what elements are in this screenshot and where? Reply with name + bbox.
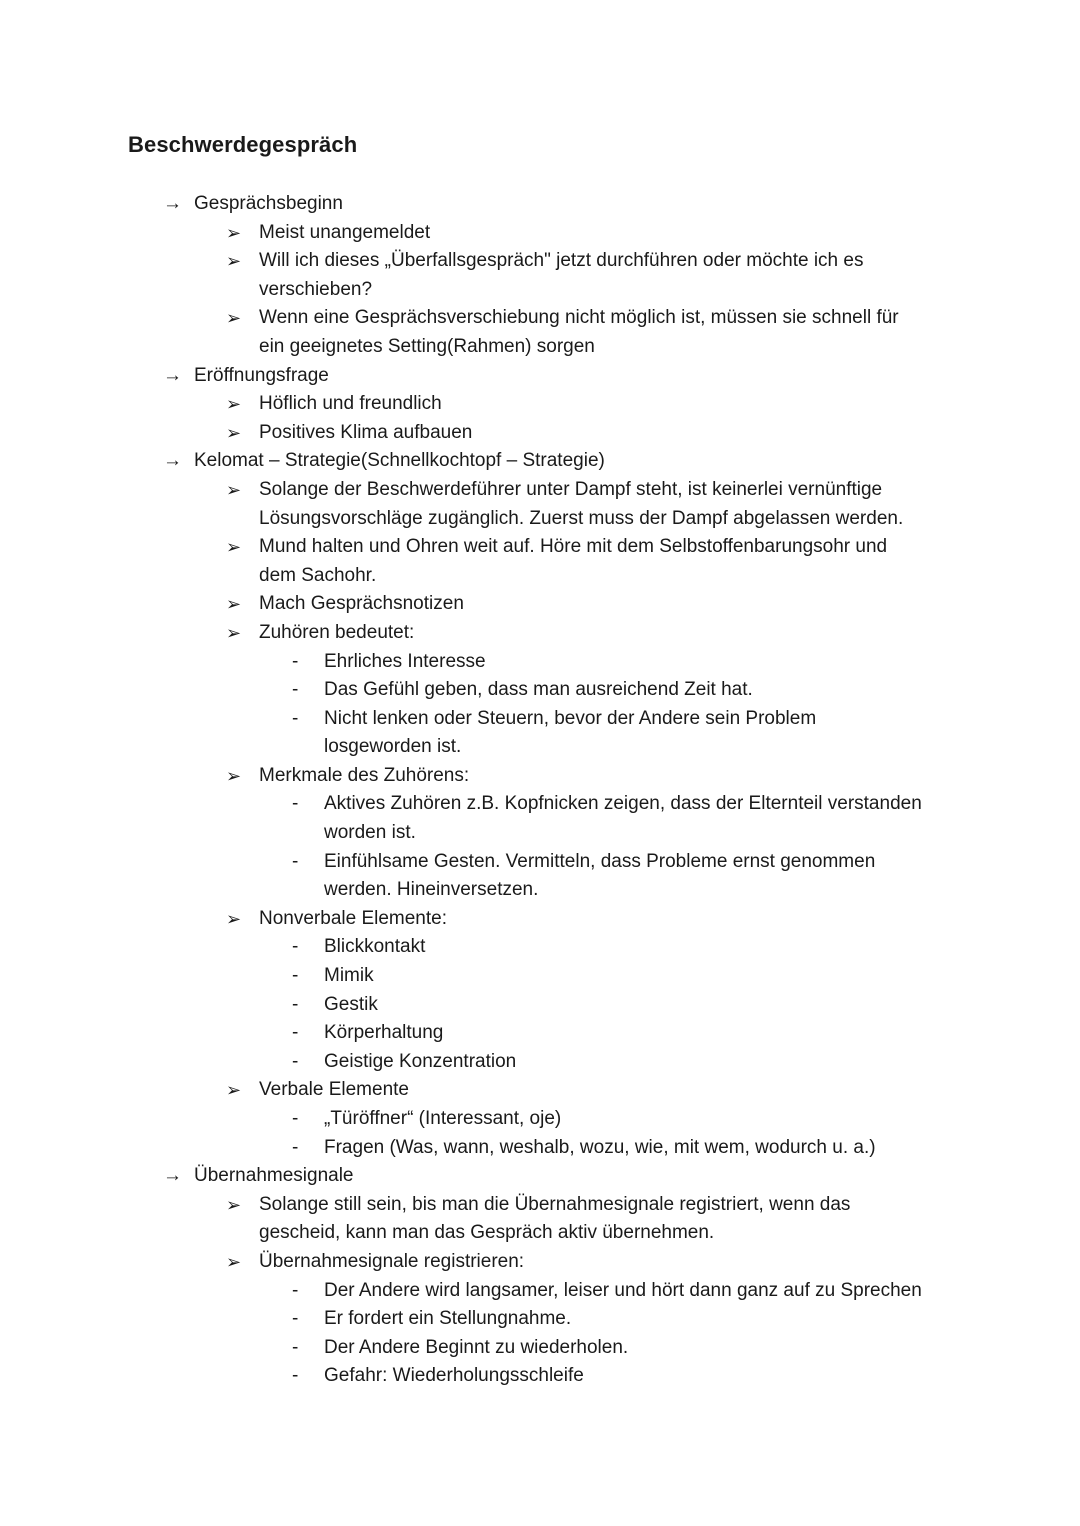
outline-line-text: Verbale Elemente — [259, 1079, 409, 1101]
outline-line-level-2 — [0, 590, 1080, 619]
outline-line-level-1 — [0, 362, 1080, 391]
outline-line-level-3 — [0, 1362, 1080, 1391]
outline-line-text: „Türöffner“ (Interessant, oje) — [324, 1108, 562, 1129]
outline-line-text: Eröffnungsfrage — [194, 364, 329, 386]
dash-bullet: - — [292, 1336, 299, 1358]
outline-line-text: Nicht lenken oder Steuern, bevor der Andere sein Problem — [324, 707, 817, 729]
outline-line-text: Der Andere Beginnt zu wiederholen. — [324, 1336, 629, 1358]
outline-line-level-2 — [0, 562, 1080, 591]
dash-bullet: - — [292, 679, 299, 701]
arrowhead-bullet-icon: ➢ — [226, 1080, 242, 1101]
dash-bullet: - — [292, 1022, 299, 1044]
outline-line-text: werden. Hineinversetzen. — [324, 879, 539, 901]
outline-line-text: Zuhören bedeutet: — [259, 621, 415, 643]
arrowhead-bullet-icon: ➢ — [226, 222, 242, 243]
arrowhead-bullet-icon: ➢ — [226, 594, 242, 615]
arrowhead-bullet-icon: ➢ — [226, 765, 242, 786]
outline-line-text: Solange der Beschwerdeführer unter Dampf steht, ist keinerlei vernünftige — [259, 478, 883, 500]
outline-line-level-1 — [0, 1162, 1080, 1191]
outline-line-level-2 — [0, 219, 1080, 248]
arrowhead-bullet-icon: ➢ — [226, 308, 242, 329]
outline-line-level-1 — [0, 190, 1080, 219]
outline-line-level-2 — [0, 276, 1080, 305]
outline-line-level-2 — [0, 304, 1080, 333]
outline-line-text: Körperhaltung — [324, 1022, 444, 1044]
outline-line-text: Merkmale des Zuhörens: — [259, 764, 470, 786]
outline-line-level-2 — [0, 1076, 1080, 1105]
outline-line-text: losgeworden ist. — [324, 736, 462, 758]
outline-line-level-2 — [0, 1248, 1080, 1277]
dash-bullet: - — [292, 993, 299, 1015]
outline-line-level-3 — [0, 991, 1080, 1020]
outline-line-text: Übernahmesignale registrieren: — [259, 1250, 525, 1272]
outline-line-level-2 — [0, 333, 1080, 362]
outline-line-text: Mund halten und Ohren weit auf. Höre mit dem Selbstoffenbarungsohr und — [259, 536, 888, 558]
outline-line-level-2 — [0, 619, 1080, 648]
outline-line-text: Gefahr: Wiederholungsschleife — [324, 1365, 584, 1387]
outline-line-text: Will ich dieses „Überfallsgespräch" jetzt durchführen oder möchte ich es — [259, 250, 864, 272]
outline-line-level-1 — [0, 447, 1080, 476]
arrowhead-bullet-icon: ➢ — [226, 537, 242, 558]
outline-line-text: Gesprächsbeginn — [194, 193, 343, 214]
dash-bullet: - — [292, 1365, 299, 1387]
outline-line-text: Positives Klima aufbauen — [259, 421, 473, 443]
outline-line-level-3 — [0, 848, 1080, 877]
outline-line-level-3 — [0, 790, 1080, 819]
outline-line-level-2 — [0, 762, 1080, 791]
outline-line-text: Das Gefühl geben, dass man ausreichend Zeit hat. — [324, 679, 753, 701]
outline-line-level-2 — [0, 247, 1080, 276]
dash-bullet: - — [292, 965, 299, 987]
outline-line-text: Geistige Konzentration — [324, 1050, 517, 1072]
outline-line-level-3 — [0, 962, 1080, 991]
outline-line-text: Lösungsvorschläge zugänglich. Zuerst muss der Dampf abgelassen werden. — [259, 507, 904, 529]
outline-line-text: Fragen (Was, wann, weshalb, wozu, wie, mit wem, wodurch u. a.) — [324, 1136, 876, 1158]
outline-line-level-2 — [0, 905, 1080, 934]
dash-bullet: - — [292, 1279, 299, 1301]
outline-line-level-2 — [0, 476, 1080, 505]
dash-bullet: - — [292, 1308, 299, 1330]
outline-line-level-2 — [0, 533, 1080, 562]
outline-line-level-2 — [0, 419, 1080, 448]
outline-line-level-3 — [0, 1105, 1080, 1134]
outline-line-level-3 — [0, 1134, 1080, 1163]
outline-line-level-3 — [0, 1334, 1080, 1363]
outline-line-level-2 — [0, 505, 1080, 534]
outline-list — [0, 190, 1080, 1391]
arrowhead-bullet-icon: ➢ — [226, 908, 242, 929]
arrowhead-bullet-icon: ➢ — [226, 422, 242, 443]
outline-line-text: Höflich und freundlich — [259, 393, 442, 415]
outline-line-text: Gestik — [324, 993, 378, 1015]
arrowhead-bullet-icon: ➢ — [226, 251, 242, 272]
outline-line-text: Er fordert ein Stellungnahme. — [324, 1308, 572, 1330]
arrowhead-bullet-icon: ➢ — [226, 622, 242, 643]
outline-line-level-2 — [0, 1219, 1080, 1248]
outline-line-text: gescheid, kann man das Gespräch aktiv übernehmen. — [259, 1222, 715, 1244]
dash-bullet: - — [292, 850, 299, 872]
dash-bullet: - — [292, 1108, 299, 1129]
outline-line-text: Einfühlsame Gesten. Vermitteln, dass Probleme ernst genommen — [324, 850, 876, 872]
outline-line-text: Ehrliches Interesse — [324, 650, 486, 672]
outline-line-text: Kelomat – Strategie(Schnellkochtopf – Strategie) — [194, 450, 605, 472]
arrowhead-bullet-icon: ➢ — [226, 394, 242, 415]
dash-bullet: - — [292, 1050, 299, 1072]
outline-line-text: worden ist. — [324, 822, 416, 844]
outline-line-text: verschieben? — [259, 278, 373, 300]
outline-line-level-3 — [0, 819, 1080, 848]
arrow-icon: → — [163, 364, 182, 386]
outline-line-level-3 — [0, 933, 1080, 962]
dash-bullet: - — [292, 936, 299, 958]
dash-bullet: - — [292, 793, 299, 815]
outline-line-level-3 — [0, 1305, 1080, 1334]
outline-line-level-3 — [0, 676, 1080, 705]
outline-line-text: Aktives Zuhören z.B. Kopfnicken zeigen, dass der Elternteil verstanden — [324, 793, 922, 815]
arrowhead-bullet-icon: ➢ — [226, 479, 242, 500]
outline-line-level-3 — [0, 705, 1080, 734]
outline-line-text: Übernahmesignale — [194, 1165, 354, 1187]
outline-line-level-3 — [0, 1019, 1080, 1048]
dash-bullet: - — [292, 1136, 299, 1158]
outline-line-level-2 — [0, 1191, 1080, 1220]
outline-line-text: dem Sachohr. — [259, 564, 377, 586]
document-title: Beschwerdegespräch — [128, 132, 358, 157]
arrow-icon: → — [163, 1165, 182, 1187]
arrowhead-bullet-icon: ➢ — [226, 1194, 242, 1215]
outline-line-level-3 — [0, 1277, 1080, 1306]
outline-line-text: Mach Gesprächsnotizen — [259, 593, 464, 615]
outline-line-text: Mimik — [324, 965, 374, 987]
outline-line-text: Wenn eine Gesprächsverschiebung nicht möglich ist, müssen sie schnell für — [259, 307, 899, 329]
dash-bullet: - — [292, 707, 299, 729]
outline-line-level-2 — [0, 390, 1080, 419]
outline-line-text: ein geeignetes Setting(Rahmen) sorgen — [259, 335, 595, 357]
outline-line-level-3 — [0, 876, 1080, 905]
dash-bullet: - — [292, 650, 299, 672]
outline-line-text: Blickkontakt — [324, 936, 426, 958]
arrow-icon: → — [163, 193, 182, 214]
outline-line-level-3 — [0, 733, 1080, 762]
outline-line-level-3 — [0, 648, 1080, 677]
arrow-icon: → — [163, 450, 182, 472]
arrowhead-bullet-icon: ➢ — [226, 1251, 242, 1272]
outline-line-text: Meist unangemeldet — [259, 221, 431, 243]
outline-line-text: Der Andere wird langsamer, leiser und hört dann ganz auf zu Sprechen — [324, 1279, 922, 1301]
outline-line-text: Solange still sein, bis man die Übernahmesignale registriert, wenn das — [259, 1193, 851, 1215]
outline-line-level-3 — [0, 1048, 1080, 1077]
outline-line-text: Nonverbale Elemente: — [259, 907, 447, 929]
